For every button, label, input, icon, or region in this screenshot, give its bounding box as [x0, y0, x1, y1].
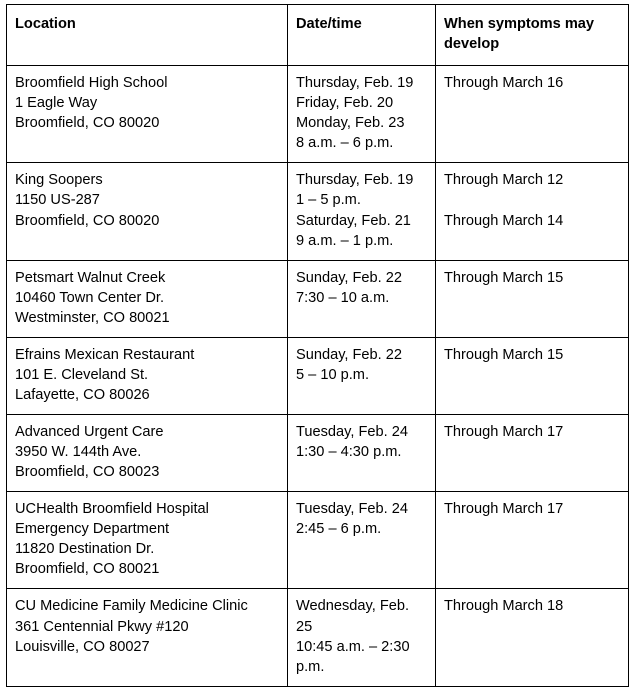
cell-line: Friday, Feb. 20 — [296, 95, 394, 112]
table-row — [7, 337, 629, 414]
cell-line: Sunday, Feb. 22 — [296, 346, 403, 363]
cell-datetime — [288, 589, 436, 686]
cell-line: Broomfield, CO 80020 — [15, 212, 160, 229]
cell-symptoms — [436, 66, 629, 163]
cell-datetime — [288, 66, 436, 163]
cell-location — [7, 163, 288, 260]
table-header-row — [7, 5, 629, 66]
cell-line: 11820 Destination Dr. — [15, 541, 155, 558]
cell-symptoms — [436, 589, 629, 686]
cell-line-blank — [444, 190, 620, 210]
cell-symptoms — [436, 492, 629, 589]
cell-datetime — [288, 415, 436, 492]
cell-line: 2:45 – 6 p.m. — [296, 521, 382, 538]
cell-line: Thursday, Feb. 19 — [296, 172, 414, 189]
cell-location — [7, 66, 288, 163]
column-header-datetime: Date/time — [288, 5, 436, 66]
cell-datetime — [288, 492, 436, 589]
cell-line: 101 E. Cleveland St. — [15, 366, 149, 383]
cell-line: Saturday, Feb. 21 — [296, 212, 411, 229]
cell-line: 1 – 5 p.m. — [296, 192, 361, 209]
cell-symptoms — [436, 337, 629, 414]
cell-line: 1 Eagle Way — [15, 95, 98, 112]
cell-line: 3950 W. 144th Ave. — [15, 444, 142, 461]
cell-line: Broomfield, CO 80023 — [15, 464, 160, 481]
cell-line: Lafayette, CO 80026 — [15, 386, 150, 403]
cell-datetime — [288, 163, 436, 260]
column-header-symptoms: When symptoms may develop — [436, 5, 629, 66]
table-row — [7, 66, 629, 163]
cell-line: 7:30 – 10 a.m. — [296, 289, 390, 306]
cell-line: 1150 US-287 — [15, 192, 100, 209]
cell-location — [7, 589, 288, 686]
cell-line: 1:30 – 4:30 p.m. — [296, 444, 402, 461]
table-row — [7, 589, 629, 686]
cell-line: Monday, Feb. 23 — [296, 115, 405, 132]
cell-line: 361 Centennial Pkwy #120 — [15, 618, 189, 635]
cell-location — [7, 492, 288, 589]
cell-symptoms — [436, 260, 629, 337]
cell-line: Wednesday, Feb. 25 — [296, 598, 414, 635]
cell-line: Louisville, CO 80027 — [15, 638, 150, 655]
column-header-location: Location — [7, 5, 288, 66]
cell-datetime — [288, 260, 436, 337]
cell-symptoms — [436, 415, 629, 492]
cell-line: Westminster, CO 80021 — [15, 309, 170, 326]
cell-datetime — [288, 337, 436, 414]
cell-symptoms — [436, 163, 629, 260]
cell-line: Through March 15 — [444, 269, 564, 286]
cell-line: Through March 12 — [444, 172, 564, 189]
cell-line: Through March 14 — [444, 212, 564, 229]
table-row — [7, 415, 629, 492]
table-body — [7, 66, 629, 687]
cell-line: Sunday, Feb. 22 — [296, 269, 403, 286]
cell-line: Broomfield, CO 80020 — [15, 115, 160, 132]
cell-line: Through March 17 — [444, 501, 564, 518]
cell-line: Tuesday, Feb. 24 — [296, 501, 408, 518]
cell-location — [7, 415, 288, 492]
cell-line: 10460 Town Center Dr. — [15, 289, 165, 306]
cell-line: CU Medicine Family Medicine Clinic — [15, 598, 248, 615]
cell-line: Advanced Urgent Care — [15, 424, 164, 440]
cell-line: Through March 15 — [444, 346, 564, 363]
exposure-locations-table — [6, 4, 629, 687]
cell-line: UCHealth Broomfield Hospital — [15, 501, 209, 518]
cell-line: 8 a.m. – 6 p.m. — [296, 135, 394, 152]
cell-line: Tuesday, Feb. 24 — [296, 424, 408, 440]
table-header — [7, 5, 629, 66]
cell-line: Thursday, Feb. 19 — [296, 75, 414, 92]
cell-line: Through March 17 — [444, 424, 564, 440]
cell-line: Through March 16 — [444, 75, 564, 92]
cell-line: 5 – 10 p.m. — [296, 366, 370, 383]
cell-line: 10:45 a.m. – 2:30 p.m. — [296, 638, 414, 675]
cell-line: Broomfield, CO 80021 — [15, 561, 160, 578]
cell-line: Efrains Mexican Restaurant — [15, 346, 195, 363]
table-row — [7, 163, 629, 260]
cell-location — [7, 337, 288, 414]
cell-line: 9 a.m. – 1 p.m. — [296, 232, 394, 249]
table-row — [7, 260, 629, 337]
cell-location — [7, 260, 288, 337]
cell-line: Petsmart Walnut Creek — [15, 269, 166, 286]
cell-line: King Soopers — [15, 172, 103, 189]
table-row — [7, 492, 629, 589]
cell-line: Emergency Department — [15, 521, 170, 538]
cell-line: Through March 18 — [444, 598, 564, 615]
cell-line: Broomfield High School — [15, 75, 168, 92]
exposure-table-container — [6, 4, 628, 687]
